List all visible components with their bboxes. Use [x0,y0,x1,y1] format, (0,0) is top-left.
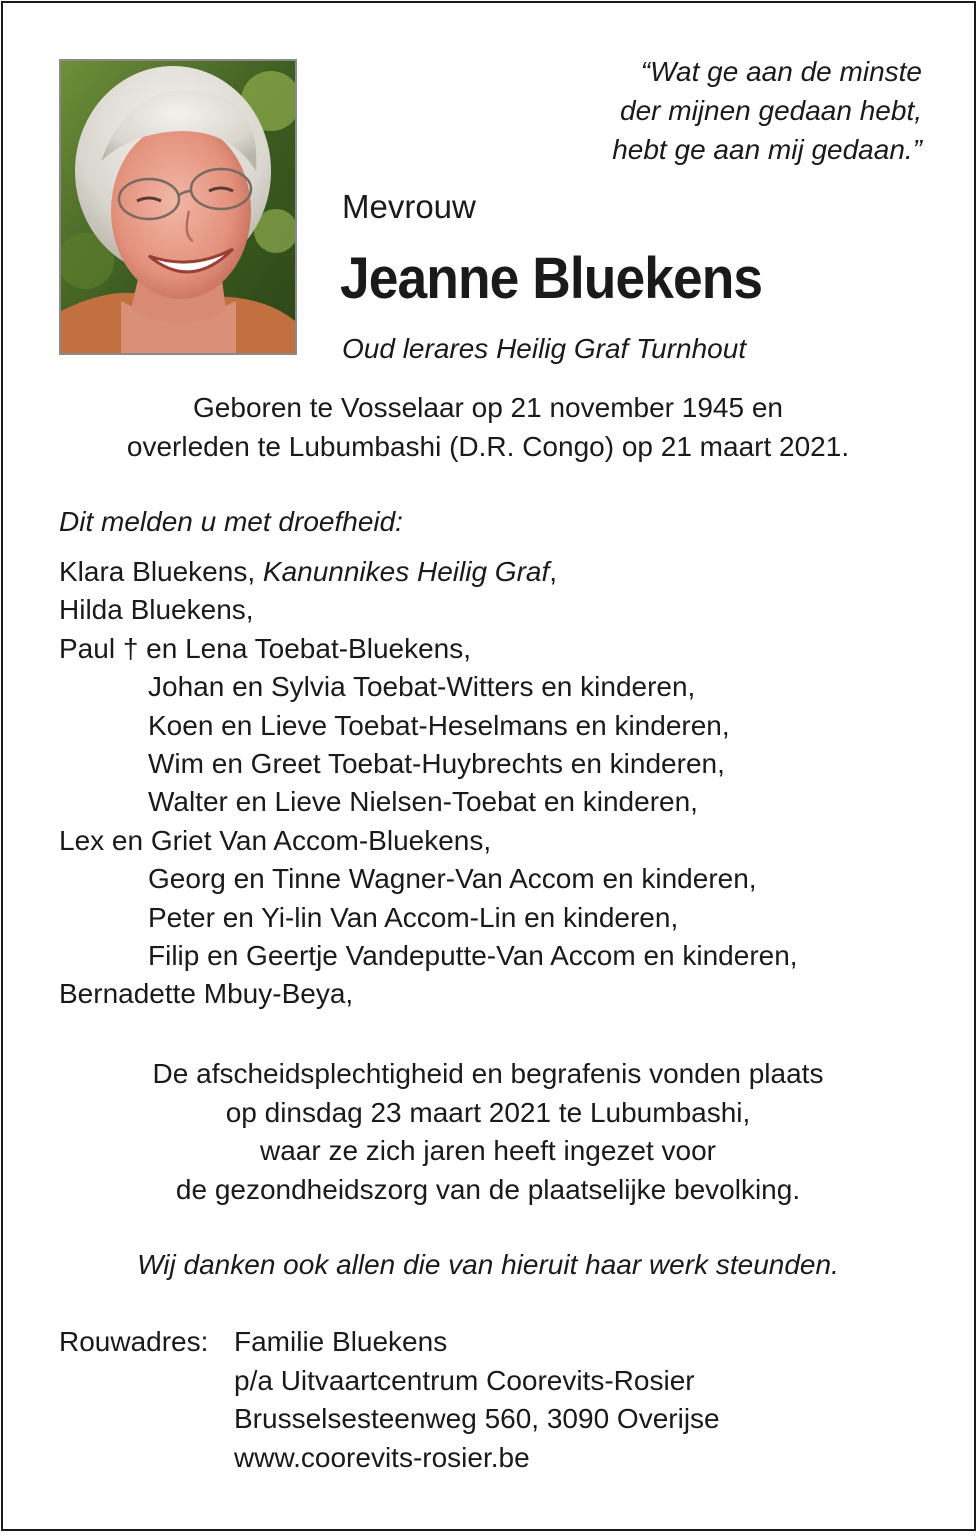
address-line: p/a Uitvaartcentrum Coorevits-Rosier [234,1364,695,1396]
family-member-name: Klara Bluekens, [59,556,256,587]
quote-line: “Wat ge aan de minste [640,56,922,87]
address-line: Familie Bluekens [234,1326,448,1357]
ceremony-text [0,1055,976,1209]
family-member-suffix: , [549,556,558,587]
family-member: Johan en Sylvia Toebat-Witters en kinderen, [148,671,696,703]
family-member: Walter en Lieve Nielsen-Toebat en kinderen, [148,786,698,818]
ceremony-line: waar ze zich jaren heeft ingezet voor [259,1135,717,1166]
mourning-address [234,1323,720,1477]
family-member: Wim en Greet Toebat-Huybrechts en kinderen, [148,747,725,779]
address-line: Brusselsesteenweg 560, 3090 Overijse [234,1403,720,1434]
birth-death-text [0,389,976,466]
family-list [59,553,798,1014]
family-member: Georg en Tinne Wagner-Van Accom en kinderen, [148,863,757,895]
family-intro: Dit melden u met droefheid: [59,506,403,537]
portrait-photo [59,59,297,355]
bible-quote [502,52,922,169]
ceremony-line: De afscheidsplechtigheid en begrafenis vonden plaats [152,1058,824,1089]
family-member: Peter en Yi-lin Van Accom-Lin en kinderen, [148,901,679,933]
quote-line: hebt ge aan mij gedaan.” [612,134,922,165]
thanks-text: Wij danken ook allen die van hieruit haar werk steunden. [137,1249,839,1280]
birth-line: Geboren te Vosselaar op 21 november 1945 en [193,392,783,423]
address-label: Rouwadres: [59,1326,209,1357]
family-member-role: Kanunnikes Heilig Graf [262,556,550,587]
family-member: Koen en Lieve Toebat-Heselmans en kinderen, [148,709,730,741]
deceased-occupation: Oud lerares Heilig Graf Turnhout [342,333,747,364]
ceremony-line: de gezondheidszorg van de plaatselijke bevolking. [175,1173,801,1205]
family-member: Lex en Griet Van Accom-Bluekens, [59,824,492,856]
family-member: Hilda Bluekens, [59,594,254,626]
honorific: Mevrouw [342,188,476,225]
family-member: Filip en Geertje Vandeputte-Van Accom en kinderen, [148,939,798,971]
family-member [59,553,798,591]
quote-line: der mijnen gedaan hebt, [620,95,922,126]
death-line: overleden te Lubumbashi (D.R. Congo) op 21 maart 2021. [126,430,850,462]
family-member: Paul † en Lena Toebat-Bluekens, [59,632,472,664]
family-member: Bernadette Mbuy-Beya, [59,978,354,1010]
website-link[interactable]: www.coorevits-rosier.be [234,1441,530,1473]
ceremony-line: op dinsdag 23 maart 2021 te Lubumbashi, [225,1096,751,1128]
deceased-name: Jeanne Bluekens [340,246,763,311]
